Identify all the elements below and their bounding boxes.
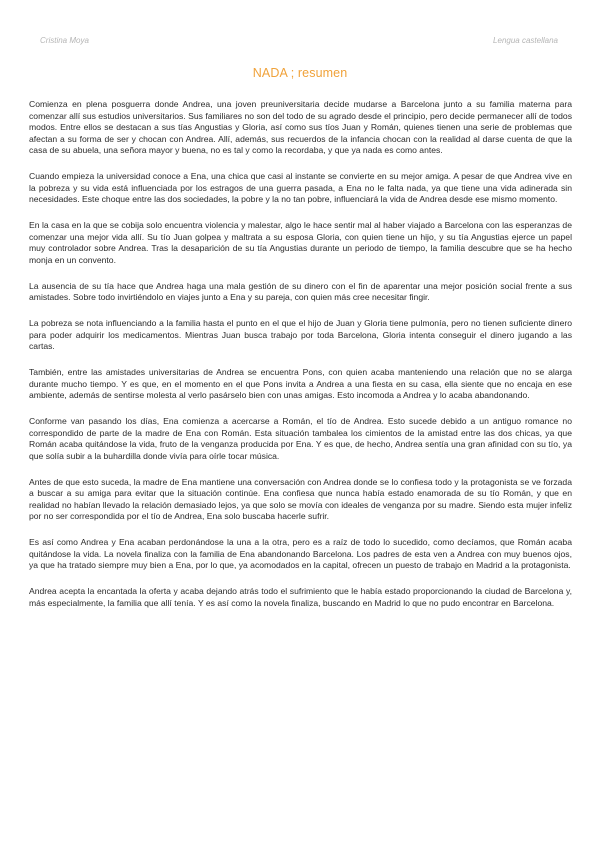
paragraph: Conforme van pasando los días, Ena comienza a acercarse a Román, el tío de Andrea. Esto sucede debido a un antiguo romance no correspondido de parte de la madre de Ena con Román. Esta situación tambalea los cimientos de la amistad entre las dos chicas, ya que Román acaba quitándose la vida, fruto de la venganza producida por Ena. Y es que, de hecho, Andrea sentía una gran afinidad con su tío, ya que solía subir a la buhardilla donde vivía para oírle tocar música.	[29, 416, 572, 461]
paragraph: Es así como Andrea y Ena acaban perdonándose la una a la otra, pero es a raíz de todo lo sucedido, como decíamos, que Román acaba quitándose la vida. La novela finaliza con la familia de Ena abandonando Barcelona. Los padres de esta ven a Andrea con muy buenos ojos, ya que ha tratado siempre muy bien a Ena, por lo que, ya acomodados en la capital, ofrecen un puesto de trabajo en Madrid a la protagonista.	[29, 537, 572, 571]
paragraph: Comienza en plena posguerra donde Andrea, una joven preuniversitaria decide mudarse a Barcelona junto a su familia materna para comenzar allí sus estudios universitarios. Sus familiares no son del todo de su agrado desde el principio, pero decide permanecer allí de todos modos. Entre ellos se destacan a sus tías Angustias y Gloria, así como sus tíos Juan y Román, quienes tienen una serie de problemas que afectan a su forma de ser y chocan con Andrea. Allí, además, sus recuerdos de la infancia chocan con la realidad al darse cuenta de que la casa de su abuela, una señora mayor y buena, no es tal y como la recordaba, y que ya nada es como antes.	[29, 99, 572, 156]
paragraph: Andrea acepta la encantada la oferta y acaba dejando atrás todo el sufrimiento que le había estado proporcionando la ciudad de Barcelona y, más especialmente, la familia que allí tenía. Y es así como la novela finaliza, buscando en Madrid lo que no pudo encontrar en Barcelona.	[29, 586, 572, 608]
paragraph: En la casa en la que se cobija solo encuentra violencia y malestar, algo le hace sentir mal al haber viajado a Barcelona con las esperanzas de comenzar una mejor vida allí. Su tío Juan golpea y maltrata a su esposa Gloria, con quien tiene un hijo, y su tía Angustias ejerce un papel muy controlador sobre Andrea. Tras la desaparición de su tía Angustias durante un periodo de tiempo, la familia descubre que se ha hecho monja en un convento.	[29, 220, 572, 265]
document-body	[29, 99, 572, 623]
document-title: NADA ; resumen	[252, 66, 348, 80]
paragraph: También, entre las amistades universitarias de Andrea se encuentra Pons, con quien acaba manteniendo una relación que no se alarga durante mucho tiempo. Y es que, en el momento en el que Pons invita a Andrea a una fiesta en su casa, ella siente que no encaja en ese ambiente, además de sentirse molesta al verlo pasárselo bien con unas amigas. Esto incomoda a Andrea y lo acaba abandonando.	[29, 367, 572, 401]
paragraph: La ausencia de su tía hace que Andrea haga una mala gestión de su dinero con el fin de aparentar una mejor posición social frente a sus amistades. Sobre todo invirtiéndolo en viajes junto a Ena y su pareja, con quien más cree necesitar fingir.	[29, 280, 572, 303]
header-subject: Lengua castellana	[493, 36, 558, 45]
paragraph: Cuando empieza la universidad conoce a Ena, una chica que casi al instante se convierte en su mejor amiga. A pesar de que Andrea vive en la pobreza y su vida está influenciada por los estragos de una guerra pasada, a Ena no le falta nada, ya que tiene una vida adinerada sin necesidades. Este choque entre las dos sociedades, la pobre y la no tan pobre, influenciará la vida de Andrea desde ese mismo momento.	[29, 171, 572, 205]
page-header	[40, 36, 558, 48]
paragraph: La pobreza se nota influenciando a la familia hasta el punto en el que el hijo de Juan y Gloria tiene pulmonía, pero no tienen suficiente dinero para poder adquirir los medicamentos. Mientras Juan busca trabajo por toda Barcelona, Gloria intenta conseguir el dinero jugando a las cartas.	[29, 318, 572, 352]
header-author: Cristina Moya	[40, 36, 89, 45]
paragraph: Antes de que esto suceda, la madre de Ena mantiene una conversación con Andrea donde se lo confiesa todo y la protagonista se ve forzada a buscar a su amiga para evitar que la situación continúe. Ena confiesa que nunca había estado enamorada de su tío Román, y que en realidad no habían llevado la relación demasiado lejos, ya que solo se movía con ideales de venganza por su madre. Siendo esta mujer infeliz por no ser correspondida por el tío de Andrea, Ena solo buscaba hacerle sufrir.	[29, 476, 572, 522]
